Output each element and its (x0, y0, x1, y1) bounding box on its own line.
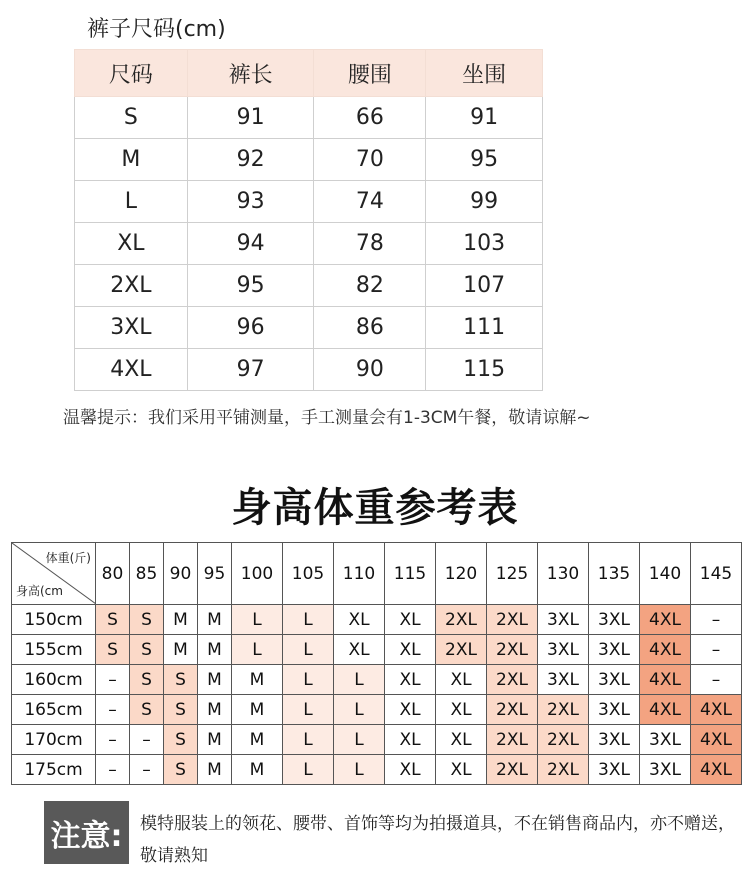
size-recommendation-cell: 2XL (487, 605, 538, 635)
size-recommendation-cell: L (232, 635, 283, 665)
size-recommendation-cell: L (283, 755, 334, 785)
size-recommendation-cell: S (164, 665, 198, 695)
table-row (12, 725, 742, 755)
size-recommendation-cell: 3XL (589, 635, 640, 665)
pants-size-title: 裤子尺码(cm) (87, 17, 226, 42)
weight-header: 85 (130, 543, 164, 605)
size-recommendation-cell: L (334, 665, 385, 695)
size-recommendation-cell: 3XL (589, 605, 640, 635)
size-recommendation-cell: 2XL (487, 665, 538, 695)
size-cell: L (75, 181, 188, 223)
size-recommendation-cell: 3XL (640, 725, 691, 755)
size-cell: 2XL (75, 265, 188, 307)
table-row (75, 349, 543, 391)
size-recommendation-cell: 4XL (691, 725, 742, 755)
waist-cell: 66 (314, 97, 426, 139)
weight-header: 120 (436, 543, 487, 605)
weight-header: 130 (538, 543, 589, 605)
size-recommendation-cell: 4XL (640, 665, 691, 695)
size-recommendation-cell: 3XL (589, 755, 640, 785)
table-row (75, 265, 543, 307)
size-recommendation-cell: XL (385, 755, 436, 785)
size-recommendation-cell: 3XL (640, 755, 691, 785)
corner-cell (12, 543, 96, 605)
length-cell: 97 (187, 349, 314, 391)
size-recommendation-cell: M (164, 605, 198, 635)
hip-cell: 103 (426, 223, 543, 265)
table-row (12, 605, 742, 635)
weight-header: 90 (164, 543, 198, 605)
header-hip: 坐围 (426, 50, 543, 97)
size-recommendation-cell: L (283, 725, 334, 755)
note-text: 模特服装上的领花、腰带、首饰等均为拍摄道具，不在销售商品内，亦不赠送，敬请熟知 (140, 814, 735, 866)
size-recommendation-cell: L (334, 695, 385, 725)
length-cell: 96 (187, 307, 314, 349)
height-cell: 155cm (12, 635, 96, 665)
header-size: 尺码 (75, 50, 188, 97)
table-row (12, 665, 742, 695)
size-recommendation-cell: S (96, 635, 130, 665)
size-recommendation-cell: – (691, 605, 742, 635)
size-cell: 3XL (75, 307, 188, 349)
height-cell: 150cm (12, 605, 96, 635)
hip-cell: 111 (426, 307, 543, 349)
weight-header: 110 (334, 543, 385, 605)
size-recommendation-cell: L (283, 665, 334, 695)
size-recommendation-cell: M (164, 635, 198, 665)
size-recommendation-cell: 4XL (640, 605, 691, 635)
size-recommendation-cell: 3XL (538, 605, 589, 635)
pants-size-table (74, 49, 543, 391)
size-recommendation-cell: XL (385, 725, 436, 755)
size-recommendation-cell: S (130, 665, 164, 695)
waist-cell: 70 (314, 139, 426, 181)
size-recommendation-cell: L (283, 635, 334, 665)
pants-header-row (75, 50, 543, 97)
size-recommendation-cell: XL (385, 605, 436, 635)
weight-header: 125 (487, 543, 538, 605)
size-recommendation-cell: M (198, 635, 232, 665)
height-cell: 165cm (12, 695, 96, 725)
size-recommendation-cell: XL (436, 725, 487, 755)
hip-cell: 115 (426, 349, 543, 391)
weight-header: 95 (198, 543, 232, 605)
size-recommendation-cell: L (283, 605, 334, 635)
size-recommendation-cell: S (130, 695, 164, 725)
size-recommendation-cell: – (130, 755, 164, 785)
hip-cell: 91 (426, 97, 543, 139)
height-cell: 170cm (12, 725, 96, 755)
size-recommendation-cell: 3XL (589, 725, 640, 755)
size-recommendation-cell: 4XL (691, 695, 742, 725)
size-recommendation-cell: 2XL (436, 635, 487, 665)
length-cell: 94 (187, 223, 314, 265)
size-recommendation-cell: M (232, 755, 283, 785)
size-recommendation-cell: M (198, 605, 232, 635)
size-recommendation-cell: S (130, 635, 164, 665)
waist-cell: 78 (314, 223, 426, 265)
size-recommendation-cell: S (130, 605, 164, 635)
size-recommendation-cell: 3XL (538, 635, 589, 665)
hip-cell: 95 (426, 139, 543, 181)
weight-header: 115 (385, 543, 436, 605)
weight-header-row (12, 543, 742, 605)
size-recommendation-cell: – (691, 635, 742, 665)
length-cell: 91 (187, 97, 314, 139)
size-recommendation-cell: XL (334, 605, 385, 635)
size-recommendation-cell: 2XL (487, 755, 538, 785)
waist-cell: 90 (314, 349, 426, 391)
size-recommendation-cell: 3XL (589, 695, 640, 725)
size-recommendation-cell: XL (334, 635, 385, 665)
size-recommendation-cell: – (96, 725, 130, 755)
size-recommendation-cell: 4XL (691, 755, 742, 785)
height-weight-body (12, 605, 742, 785)
height-weight-title: 身高体重参考表 (231, 485, 519, 531)
size-recommendation-cell: – (130, 725, 164, 755)
size-recommendation-cell: M (232, 665, 283, 695)
size-recommendation-cell: M (232, 695, 283, 725)
size-recommendation-cell: XL (385, 635, 436, 665)
height-cell: 160cm (12, 665, 96, 695)
size-recommendation-cell: 3XL (589, 665, 640, 695)
header-pants-length: 裤长 (187, 50, 314, 97)
weight-header: 135 (589, 543, 640, 605)
table-row (75, 223, 543, 265)
table-row (75, 181, 543, 223)
measurement-tip: 温馨提示：我们采用平铺测量，手工测量会有1-3CM午餐，敬请谅解~ (63, 408, 591, 428)
table-row (12, 755, 742, 785)
size-cell: XL (75, 223, 188, 265)
size-recommendation-cell: L (334, 725, 385, 755)
size-recommendation-cell: – (96, 695, 130, 725)
size-recommendation-cell: M (232, 725, 283, 755)
table-row (12, 695, 742, 725)
size-recommendation-cell: 4XL (640, 635, 691, 665)
size-cell: M (75, 139, 188, 181)
size-recommendation-cell: 2XL (487, 695, 538, 725)
size-recommendation-cell: S (164, 695, 198, 725)
weight-header: 140 (640, 543, 691, 605)
weight-header: 80 (96, 543, 130, 605)
size-recommendation-cell: 2XL (487, 635, 538, 665)
size-recommendation-cell: XL (385, 695, 436, 725)
size-recommendation-cell: M (198, 725, 232, 755)
size-recommendation-cell: M (198, 755, 232, 785)
size-recommendation-cell: 2XL (538, 695, 589, 725)
size-recommendation-cell: M (198, 665, 232, 695)
weight-header: 145 (691, 543, 742, 605)
weight-header: 105 (283, 543, 334, 605)
weight-header: 100 (232, 543, 283, 605)
waist-cell: 74 (314, 181, 426, 223)
size-recommendation-cell: – (96, 665, 130, 695)
size-recommendation-cell: 2XL (436, 605, 487, 635)
waist-cell: 82 (314, 265, 426, 307)
size-recommendation-cell: 3XL (538, 665, 589, 695)
weight-axis-label: 体重(斤) (45, 551, 91, 565)
length-cell: 95 (187, 265, 314, 307)
length-cell: 93 (187, 181, 314, 223)
size-cell: 4XL (75, 349, 188, 391)
waist-cell: 86 (314, 307, 426, 349)
note-label: 注意: (44, 801, 129, 864)
height-weight-table (11, 542, 742, 785)
size-recommendation-cell: S (96, 605, 130, 635)
size-recommendation-cell: L (283, 695, 334, 725)
size-recommendation-cell: 2XL (538, 725, 589, 755)
table-row (12, 635, 742, 665)
size-recommendation-cell: XL (436, 695, 487, 725)
size-recommendation-cell: S (164, 725, 198, 755)
size-recommendation-cell: L (334, 755, 385, 785)
size-recommendation-cell: 2XL (487, 725, 538, 755)
table-row (75, 307, 543, 349)
size-recommendation-cell: L (232, 605, 283, 635)
table-row (75, 97, 543, 139)
header-waist: 腰围 (314, 50, 426, 97)
height-cell: 175cm (12, 755, 96, 785)
hip-cell: 107 (426, 265, 543, 307)
table-row (75, 139, 543, 181)
hip-cell: 99 (426, 181, 543, 223)
size-recommendation-cell: XL (385, 665, 436, 695)
size-recommendation-cell: S (164, 755, 198, 785)
size-recommendation-cell: M (198, 695, 232, 725)
size-recommendation-cell: 4XL (640, 695, 691, 725)
size-cell: S (75, 97, 188, 139)
height-axis-label: 身高(cm (16, 584, 63, 598)
size-recommendation-cell: XL (436, 665, 487, 695)
size-recommendation-cell: – (691, 665, 742, 695)
size-recommendation-cell: XL (436, 755, 487, 785)
length-cell: 92 (187, 139, 314, 181)
size-recommendation-cell: 2XL (538, 755, 589, 785)
size-recommendation-cell: – (96, 755, 130, 785)
